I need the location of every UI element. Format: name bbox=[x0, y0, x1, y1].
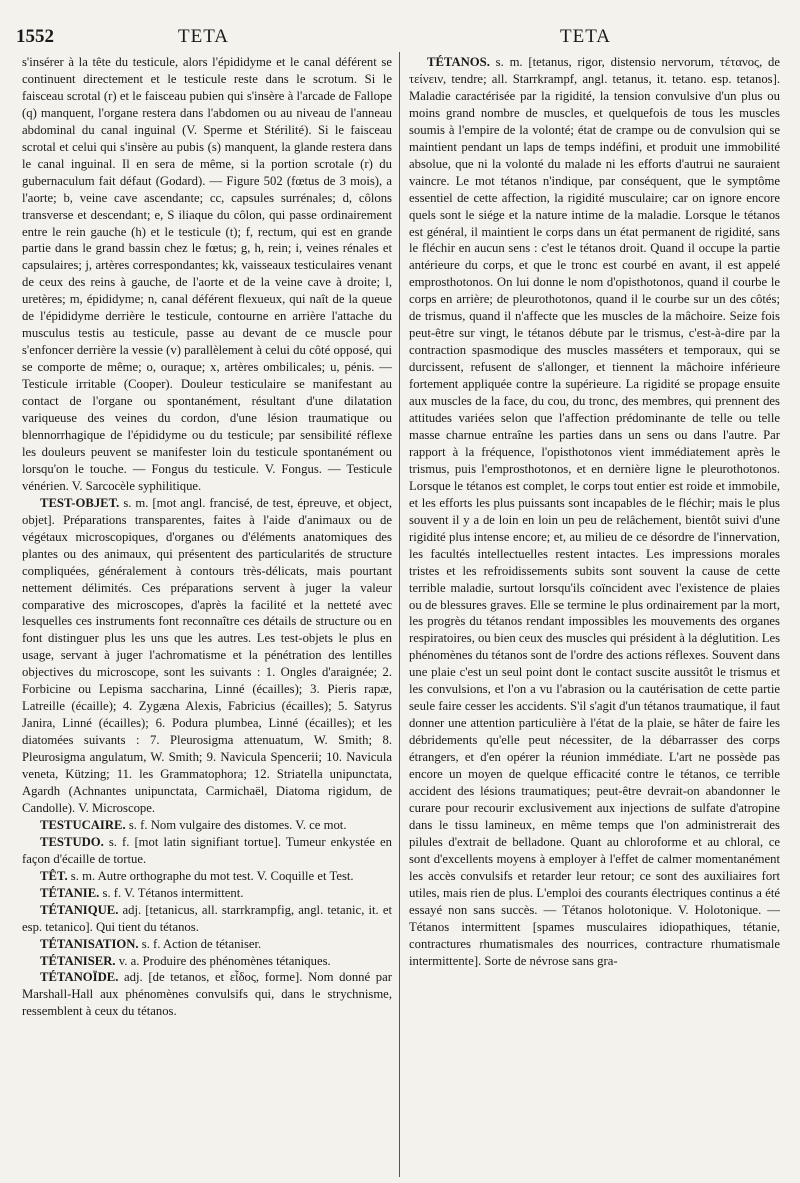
entry-text: v. a. Produire des phénomènes tétaniques. bbox=[118, 953, 331, 968]
entry-text: s. m. [tetanus, rigor, distensio nervorum, τέτανος, de τείνειν, tendre; all. Starrkrampf, angl. tetanus, it. tetano. esp. tetanos]. Maladie caractérisée par la rigidité, la tension convulsive d'un plus ou moins grand nombre de muscles, et quelquefois de tous les muscles soumis à l'empire de la volonté; état de crampe ou de convulsion qui se maintient pendant un laps de temps indéfini, et produit une immobilité absolue, que ni la volonté du malade ni les efforts d'autrui ne sauraient vaincre. Le mot tétanos n'indique, par conséquent, que le symptôme essentiel de cette affection, la rigidité musculaire; car on ignore encore quels sont le siége et la nature intime de la maladie. Lorsque le tétanos est général, il maintient le corps dans un état permanent de rigidité, sans le fléchir en aucun sens : c'est le tétanos droit. Quand il occupe la partie antérieure du corps, et que le tronc est courbé en avant, il est appelé emprosthotonos. On lui donne le nom d'opisthotonos, quand il courbe le corps en arrière; de pleurothotonos, quand il le courbe sur un des côtés; de trismus, quand il n'affecte que les muscles de la mâchoire. Seize fois peut-être sur vingt, le tétanos débute par le trismus, c'est-à-dire par la contraction spasmodique des muscles masséters et temporaux, qui se durcissent, refusent de s'allonger, et tiennent la mâchoire inférieure fortement appliquée contre la supérieure. La rigidité se propage ensuite aux muscles de la face, du cou, du tronc, des membres, qui prennent des attitudes variées selon que l'affection prédominante de telle ou telle masse charnue entraîne les parties dans un sens ou dans l'autre. Par rapport à la fréquence, l'opisthotonos vient immédiatement après le trismus, puis l'emprosthotonos, et en dernière ligne le pleurothotonos. Lorsque le tétanos est complet, le corps tout entier est roide et immobile, et les efforts les plus puissants sont incapables de le fléchir; mais le plus souvent il y a de loin en loin un peu de relâchement, bientôt suivi d'une rigidité plus intense encore; et, au milieu de ce désordre de l'innervation, les facultés intellectuelles restent intactes. Les impressions morales tristes et les refroidissements subits sont souvent la cause de cette terrible maladie, surtout lorsqu'ils coïncident avec l'existence de plaies ou de blessures graves. Elle se termine le plus ordinairement par la mort, les progrès du tétanos rendant impossibles les mouvements des organes respiratoires, ou bien ceux des muscles qui président à la déglutition. Les phénomènes du tétanos sont de l'ordre des actions réflexes. Souvent dans une plaie c'est un seul point dont le contact suscite aussitôt le trismus et les convulsions, et l'on a vu l'abrasion ou la cautérisation de cette partie seule faire cesser les accidents. S'il s'agit d'un tétanos traumatique, il faut donner une attention particulière à l'état de la plaie, se hâter de faire les débridements qu'elle peut nécessiter, de la débarrasser des corps étrangers, et d'en opérer la réunion immédiate. L'art ne possède pas encore un moyen de quelque efficacité contre le tétanos, ce terrible accident des lésions traumatiques; peut-être devrait-on abandonner le curare pour recourir exclusivement aux injections de sulfate d'atropine dans le tissu lamineux, en même temps que l'on administrerait des pilules d'extrait de belladone. Quant au chloroforme et au chloral, ce sont d'excellents moyens à employer à l'effet de calmer momentanément les accès convulsifs et retarder leur retour; ce sont des auxiliaires fort utiles, mais rien de plus. L'emploi des courants électriques continus a été essayé non sans succès. — Tétanos holotonique. V. Holotonique. — Tétanos intermittent [spames musculaires idiopathiques, tétanie, contractures rhumatismales des nourrices, contracture rhumatismale intermittente]. Sorte de névrose sans gra- bbox=[409, 55, 780, 968]
entry-headword: TÉTANISATION. bbox=[40, 936, 139, 951]
entry-text: s. m. Autre orthographe du mot test. V. Coquille et Test. bbox=[70, 868, 354, 883]
entry-paragraph bbox=[22, 936, 392, 953]
entry-headword: TEST-OBJET. bbox=[40, 495, 120, 510]
entry-paragraph bbox=[22, 969, 392, 1020]
entry-paragraph bbox=[22, 868, 392, 885]
entry-headword: TÉTANOÏDE. bbox=[40, 970, 119, 985]
entry-headword: TESTUCAIRE. bbox=[40, 817, 126, 832]
entry-headword: TÊT. bbox=[40, 868, 68, 883]
column-divider bbox=[399, 52, 400, 1177]
entry-headword: TÉTANISER. bbox=[40, 953, 116, 968]
entry-text: s. m. [mot angl. francisé, de test, épreuve, et object, objet]. Préparations transparentes, faites à l'aide d'animaux ou de végétaux microscopiques, d'organes ou d'éléments anatomiques des plantes ou des animaux, qui présentent des particularités de structure compliquées, généralement à contours très-délicats, mais pourtant nettement délimités. Ces préparations servent à juger la valeur comparative des microscopes, d'après la facilité et la netteté avec lesquelles ces instruments font reconnaître ces détails de structure ou en font distinguer plus les uns que les autres. Les test-objets le plus en usage, servant à juger l'achromatisme et la pénétration des lentilles objectives du microscope, sont les suivants : 1. Ongles d'araignée; 2. Forbicine ou Lepisma saccharina, Linné (écailles); 3. Pieris rapæ, Latreille (écaille); 4. Zygæna Alexis, Fabricius (écailles); 5. Satyrus Janira, Linné (écailles); 6. Podura plumbea, Linné (écailles); et les diatomées suivants : 7. Pleurosigma attenuatum, W. Smith; 8. Pleurosigma angulatum, W. Smith; 9. Navicula Spencerii; 10. Navicula veneta, Kützing; 11. les Grammatophora; 12. Striatella unipunctata, Agardh (Achnantes unipunctata, Carmichaël, Diatoma rigidum, de Candolle). V. Microscope. bbox=[22, 495, 392, 815]
entry-paragraph bbox=[22, 817, 392, 834]
left-column bbox=[22, 54, 392, 1179]
entry-paragraph bbox=[22, 885, 392, 902]
entry-text: s'insérer à la tête du testicule, alors l'épididyme et le canal déférent se continuent directement et le testicule reste dans le scrotum. Si le faisceau scrotal (r) et le faisceau pubien qui s'insère à l'arcade de Fallope (q) manquent, l'organe restera dans l'abdomen ou au niveau de l'anneau abdominal du canal inguinal (V. Sperme et Stérilité). Si le faisceau scrotal et celui qui s'insère au pubis (s) manquent, la glande restera dans le canal inguinal. Il en sera de même, si la portion scrotale (r) du gubernaculum fait défaut (Godard). — Figure 502 (fœtus de 3 mois), a l'aorte; b, veine cave ascendante; cc, capsules surrénales; d, côlons transverse et descendant; e, S iliaque du côlon, qui passe ordinairement entre le rein gauche (h) et le testicule (t); f, rectum, qui est en grande partie dans le grand bassin chez le fœtus; g, h, rein; i, veines rénales et capsulaires; j, artères correspondantes; kk, vaisseaux testiculaires venant de ceux des reins à gauche, de l'aorte et de la veine cave à droite; l, uretères; m, épididyme; n, canal déférent flexueux, qui naît de la queue de l'épididyme derrière le testicule, contourne en arrière l'attache du musculus testis au testicule, passe au devant de ce muscle pour s'enfoncer derrière la vessie (v) parallèlement à celui du côté opposé, qui se comporte de même; o, ouraque; x, artères ombilicales; u, pénis. — Testicule irritable (Cooper). Douleur testiculaire se manifestant au contact de l'organe ou spontanément, résultant d'une dilatation variqueuse des veines du cordon, d'une lésion traumatique ou blennorrhagique de l'épididyme ou du testicule; par sensibilité réflexe les douleurs peuvent se manifester loin du testicule spontanément ou lorsqu'on le touche. — Fongus du testicule. V. Fongus. — Testicule vénérien. V. Sarcocèle syphilitique. bbox=[22, 55, 392, 493]
page-header bbox=[0, 26, 800, 56]
entry-text: adj. [de tetanos, et εἶδος, forme]. Nom donné par Marshall-Hall aux phénomènes convulsifs qui, dans le strychnisme, ressemblent à ceux du tétanos. bbox=[22, 970, 392, 1019]
entry-headword: TÉTANOS. bbox=[427, 55, 490, 69]
entry-headword: TÉTANIQUE. bbox=[40, 902, 119, 917]
entry-text: s. f. V. Tétanos intermittent. bbox=[102, 885, 244, 900]
entry-text: s. f. Nom vulgaire des distomes. V. ce mot. bbox=[128, 817, 347, 832]
page-number: 1552 bbox=[16, 26, 54, 47]
right-running-head: TETA bbox=[560, 26, 612, 47]
entry-paragraph bbox=[22, 54, 392, 495]
entry-headword: TÉTANIE. bbox=[40, 885, 100, 900]
entry-text: adj. [tetanicus, all. starrkrampfig, angl. tetanic, it. et esp. tetanico]. Qui tient du tétanos. bbox=[22, 902, 392, 934]
entry-paragraph bbox=[22, 495, 392, 817]
entry-paragraph bbox=[22, 834, 392, 868]
entry-paragraph bbox=[22, 953, 392, 970]
right-column bbox=[409, 54, 780, 1179]
left-running-head: TETA bbox=[178, 26, 230, 47]
entry-text: s. f. Action de tétaniser. bbox=[141, 936, 262, 951]
entry-paragraph bbox=[22, 902, 392, 936]
entry-paragraph bbox=[409, 54, 780, 969]
entry-text: s. f. [mot latin signifiant tortue]. Tumeur enkystée en façon d'écaille de tortue. bbox=[22, 834, 392, 866]
entry-headword: TESTUDO. bbox=[40, 834, 104, 849]
